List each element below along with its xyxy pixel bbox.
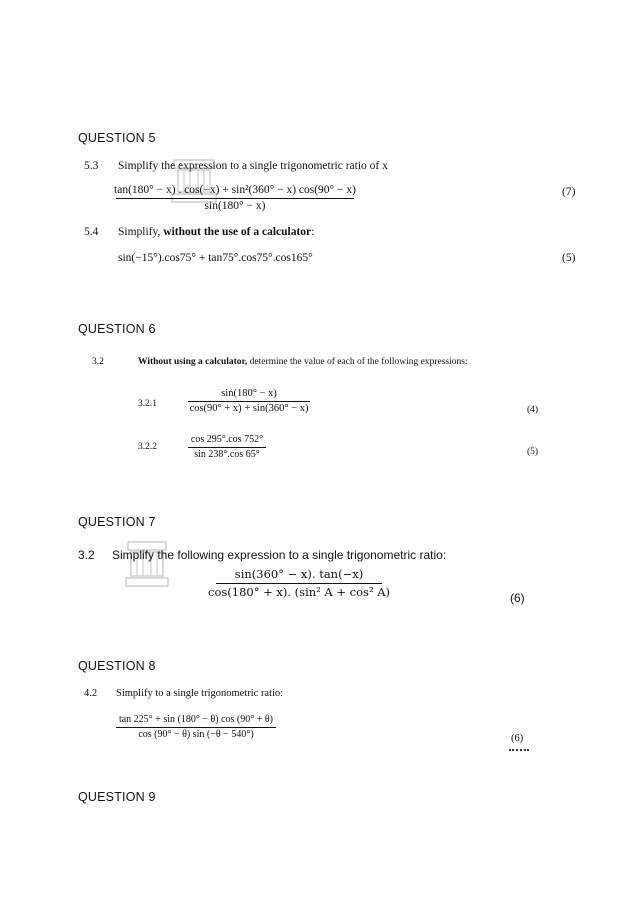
question-8-heading: QUESTION 8 (78, 659, 156, 673)
item-8-4-2-fraction (116, 714, 276, 740)
item-6-3-2-number: 3.2 (92, 357, 104, 367)
item-8-4-2-marks: (6) (511, 733, 524, 744)
item-5-4-number: 5.4 (84, 226, 99, 238)
item-5-4-text-b: without the use of a calculator (163, 226, 312, 238)
item-7-3-2-number: 3.2 (78, 548, 95, 562)
item-5-3-fraction (116, 184, 354, 212)
item-8-4-2-number: 4.2 (84, 688, 98, 699)
fraction-bar (188, 401, 310, 402)
question-7-heading: QUESTION 7 (78, 515, 156, 529)
item-8-4-2-numerator: tan 225° + sin (180° − θ) cos (90° + θ) (118, 714, 274, 725)
item-3-2-2-fraction (188, 434, 266, 460)
item-5-4-text-a: Simplify, (118, 226, 164, 238)
cropped-text-fragment (509, 749, 529, 754)
item-3-2-1-fraction (188, 388, 310, 414)
item-5-4-marks: (5) (562, 252, 576, 264)
item-3-2-1-marks: (4) (527, 405, 539, 415)
item-5-3-number: 5.3 (84, 160, 99, 172)
item-5-3-instruction: Simplify the expression to a single trigonometric ratio of x (118, 160, 388, 172)
item-7-3-2-marks: (6) (510, 591, 525, 605)
item-7-3-2-denominator: cos(180° + x). (sin² A + cos² A) (208, 585, 390, 599)
item-6-3-2-text: determine the value of each of the following expressions: (247, 357, 468, 367)
question-6-heading: QUESTION 6 (78, 322, 156, 336)
fraction-bar (188, 447, 266, 448)
fraction-bar (116, 727, 276, 728)
item-8-4-2-instruction: Simplify to a single trigonometric ratio: (116, 688, 284, 699)
item-5-3-denominator: sin(180° − x) (204, 200, 266, 212)
item-6-3-2-bold: Without using a calculator, (138, 357, 248, 367)
item-6-3-2-instruction (138, 357, 468, 367)
item-5-4-text-c: : (311, 226, 315, 238)
item-7-3-2-instruction: Simplify the following expression to a single trigonometric ratio: (112, 548, 447, 562)
question-9-heading: QUESTION 9 (78, 790, 156, 804)
item-3-2-1-denominator: cos(90° + x) + sin(360° − x) (189, 403, 309, 414)
item-7-3-2-fraction (208, 567, 390, 599)
item-3-2-1-numerator: sin(180° − x) (221, 388, 277, 399)
item-3-2-2-number: 3.2.2 (138, 442, 157, 452)
watermark-stamp-icon (122, 538, 172, 598)
item-5-4-expression: sin(−15°).cos75° + tan75°.cos75°.cos165° (118, 252, 313, 264)
item-5-3-numerator: tan(180° − x) . cos(−x) + sin²(360° − x) cos(90° − x) (114, 184, 356, 196)
item-8-4-2-denominator: cos (90° − θ) sin (−θ − 540°) (138, 729, 254, 740)
item-5-3-marks: (7) (562, 186, 576, 198)
item-3-2-2-marks: (5) (527, 447, 539, 457)
item-3-2-1-number: 3.2.1 (138, 399, 157, 409)
item-5-4-instruction (118, 226, 314, 238)
question-5-heading: QUESTION 5 (78, 131, 156, 145)
item-3-2-2-numerator: cos 295°.cos 752° (190, 434, 264, 445)
fraction-bar (216, 583, 382, 584)
fraction-bar (116, 198, 354, 199)
item-3-2-2-denominator: sin 238°.cos 65° (194, 449, 260, 460)
item-7-3-2-numerator: sin(360° − x). tan(−x) (234, 567, 364, 581)
